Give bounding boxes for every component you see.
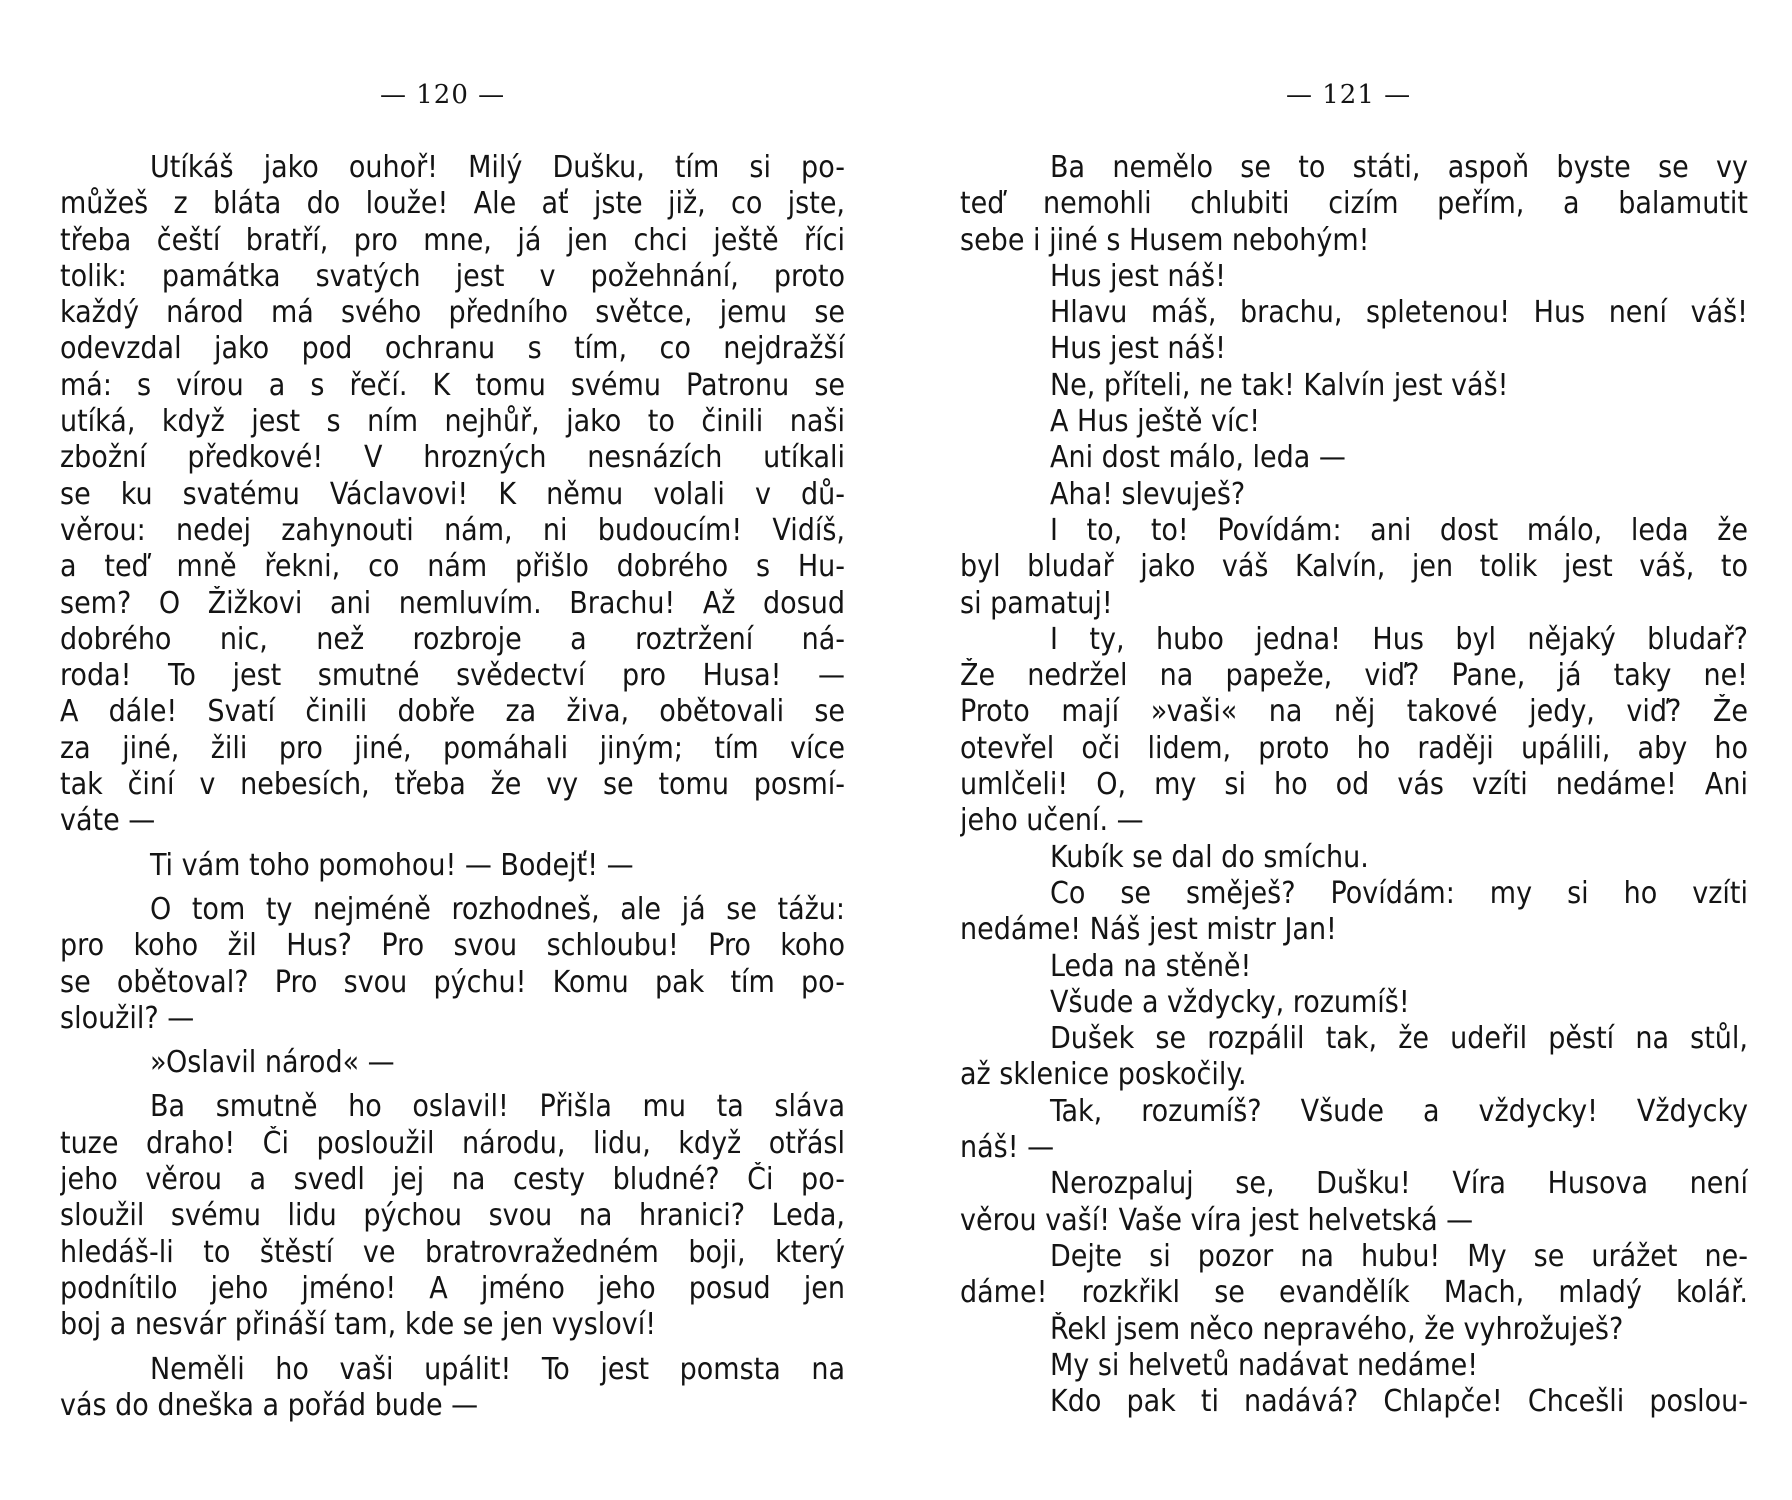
text-line: Nerozpaluj se, Dušku! Víra Husova není [1050, 1166, 1748, 1202]
text-line: Řekl jsem něco nepravého, že vyhrožuješ? [1050, 1311, 1624, 1347]
text-line: umlčeli! O, my si ho od vás vzíti nedáme! Ani [960, 767, 1748, 803]
text-line: dáme! rozkřikl se evandělík Mach, mladý kolář. [960, 1275, 1748, 1311]
text-line: podnítilo jeho jméno! A jméno jeho posud jen [60, 1270, 845, 1306]
text-line: byl bludař jako váš Kalvín, jen tolik jest váš, to [960, 549, 1748, 585]
text-line: odevzdal jako pod ochranu s tím, co nejdražší [60, 331, 845, 367]
text-line: Ne, příteli, ne tak! Kalvín jest váš! [1050, 367, 1509, 403]
text-line: až sklenice poskočily. [960, 1057, 1247, 1093]
text-line: A dále! Svatí činili dobře za živa, obětovali se [60, 694, 845, 730]
text-line: tak činí v nebesích, třeba že vy se tomu posmí- [60, 767, 845, 803]
text-line: za jiné, žili pro jiné, pomáhali jiným; tím více [60, 730, 845, 766]
text-line: tuze draho! Či posloužil národu, lidu, když otřásl [60, 1125, 845, 1161]
text-line: váte — [60, 803, 156, 839]
text-line: boj a nesvár přináší tam, kde se jen vysloví! [60, 1307, 657, 1343]
text-line: má: s vírou a s řečí. K tomu svému Patronu se [60, 367, 845, 403]
text-line: O tom ty nejméně rozhodneš, ale já se tážu: [150, 891, 845, 927]
text-line: My si helvetů nadávat nedáme! [1050, 1347, 1479, 1383]
page-number-right: — 121 — [1286, 80, 1412, 110]
text-line: Hlavu máš, brachu, spletenou! Hus není váš! [1050, 295, 1748, 331]
text-line: Hus jest náš! [1050, 258, 1226, 294]
text-line: Ti vám toho pomohou! — Bodejť! — [150, 847, 634, 883]
text-line: věrou vaší! Vaše víra jest helvetská — [960, 1202, 1474, 1238]
text-line: můžeš z bláta do louže! Ale ať jste již, co jste, [60, 186, 845, 222]
text-line: Ba nemělo se to státi, aspoň byste se vy [1050, 150, 1748, 185]
text-line: Tak, rozumíš? Všude a vždycky! Vždycky [1050, 1093, 1748, 1129]
text-line: Hus jest náš! [1050, 331, 1226, 367]
text-line: hledáš-li to štěstí ve bratrovražedném boji, který [60, 1234, 845, 1270]
text-line: pro koho žil Hus? Pro svou schloubu! Pro koho [60, 928, 845, 964]
text-line: se ku svatému Václavovi! K němu volali v dů- [60, 476, 845, 512]
text-line: třeba čeští bratří, pro mne, já jen chci ještě říci [60, 222, 845, 258]
text-line: se obětoval? Pro svou pýchu! Komu pak tím po- [60, 964, 845, 1000]
text-line: Proto mají »vaši« na něj takové jedy, viď? Že [960, 694, 1748, 730]
text-line: Kubík se dal do smíchu. [1050, 839, 1369, 875]
page-number-left: — 120 — [380, 80, 506, 110]
text-line: jeho učení. — [960, 803, 1144, 839]
text-line: dobrého nic, než rozbroje a roztržení ná- [60, 621, 845, 657]
text-line: sebe i jiné s Husem nebohým! [960, 222, 1370, 258]
text-line: a teď mně řekni, co nám přišlo dobrého s Hu- [60, 549, 845, 585]
text-line: Kdo pak ti nadává? Chlapče! Chcešli poslou- [1050, 1384, 1748, 1420]
text-line: Co se směješ? Povídám: my si ho vzíti [1050, 875, 1748, 911]
text-line: vás do dneška a pořád bude — [60, 1387, 479, 1423]
text-line: otevřel oči lidem, proto ho raději upálili, aby ho [960, 730, 1748, 766]
left-page-text [60, 150, 845, 1424]
text-line: sloužil svému lidu pýchou svou na hranici? Leda, [60, 1198, 845, 1234]
text-line: Utíkáš jako ouhoř! Milý Dušku, tím si po- [150, 150, 845, 185]
text-line: nedáme! Náš jest mistr Jan! [960, 912, 1337, 948]
text-line: I ty, hubo jedna! Hus byl nějaký bludař? [1050, 621, 1748, 657]
text-line: Dejte si pozor na hubu! My se urážet ne- [1050, 1238, 1748, 1274]
text-line: Všude a vždycky, rozumíš! [1050, 984, 1410, 1020]
text-line: jeho věrou a svedl jej na cesty bludné? Či po- [60, 1162, 845, 1198]
text-line: sloužil? — [60, 1000, 195, 1036]
text-line: Ba smutně ho oslavil! Přišla mu ta sláva [150, 1089, 845, 1125]
text-line: I to, to! Povídám: ani dost málo, leda že [1050, 512, 1748, 548]
right-page [896, 0, 1792, 1500]
text-line: utíká, když jest s ním nejhůř, jako to činili naši [60, 404, 845, 440]
text-line: Aha! slevuješ? [1050, 476, 1246, 512]
text-line: sem? O Žižkovi ani nemluvím. Brachu! Až dosud [60, 585, 845, 621]
text-line: Neměli ho vaši upálit! To jest pomsta na [150, 1351, 845, 1387]
right-page-text [960, 150, 1748, 1420]
text-line: teď nemohli chlubiti cizím peřím, a balamutit [960, 186, 1748, 222]
text-line: si pamatuj! [960, 585, 1113, 621]
text-line: náš! — [960, 1130, 1055, 1166]
text-line: Leda na stěně! [1050, 948, 1252, 984]
text-line: Ani dost málo, leda — [1050, 440, 1346, 476]
text-line: Že nedržel na papeže, viď? Pane, já taky ne! [960, 658, 1748, 694]
text-line: Dušek se rozpálil tak, že udeřil pěstí na stůl, [1050, 1021, 1748, 1057]
text-line: zbožní předkové! V hrozných nesnázích utíkali [60, 440, 845, 476]
text-line: »Oslavil národ« — [150, 1045, 395, 1081]
text-line: věrou: nedej zahynouti nám, ni budoucím! Vidíš, [60, 512, 845, 548]
text-line: A Hus ještě víc! [1050, 404, 1261, 440]
text-line: roda! To jest smutné svědectví pro Husa! — [60, 658, 845, 694]
text-line: každý národ má svého předního světce, jemu se [60, 295, 845, 331]
text-line: tolik: památka svatých jest v požehnání, proto [60, 258, 845, 294]
